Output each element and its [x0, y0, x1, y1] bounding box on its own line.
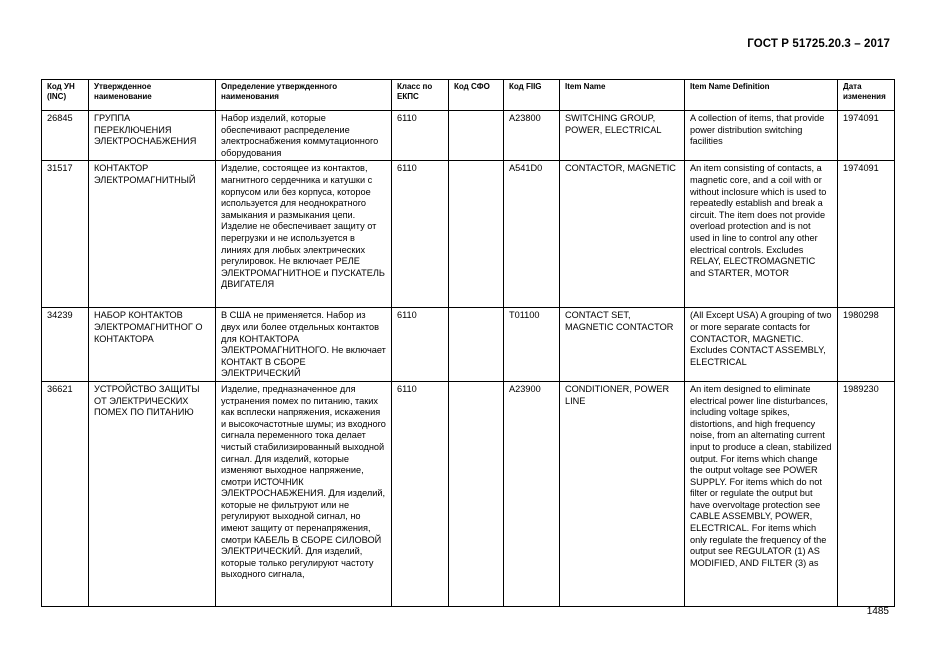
column-header-item-name: Item Name	[560, 80, 685, 111]
cell-name-ru: НАБОР КОНТАКТОВ ЭЛЕКТРОМАГНИТНОГ О КОНТАКТОРА	[89, 308, 216, 382]
cell-item-name: CONTACT SET, MAGNETIC CONTACTOR	[560, 308, 685, 382]
column-header-sfo: Код СФО	[449, 80, 504, 111]
cell-name-ru: ГРУППА ПЕРЕКЛЮЧЕНИЯ ЭЛЕКТРОСНАБЖЕНИЯ	[89, 111, 216, 161]
column-header-item-name-definition: Item Name Definition	[685, 80, 838, 111]
cell-fiig: A23800	[504, 111, 560, 161]
column-header-definition-ru: Определение утвержденного наименования	[216, 80, 392, 111]
cell-sfo	[449, 111, 504, 161]
cell-inc: 36621	[42, 381, 89, 606]
cell-item-name-definition: An item consisting of contacts, a magnetic core, and a coil with or without inclosure which is used to repeatedly establish and break a circuit. The item does not provide overload protection and is not used in line to control any other electrical controls. Excludes RELAY, ELECTROMAGNETIC and STARTER, MOTOR	[685, 161, 838, 308]
cell-class: 6110	[392, 381, 449, 606]
cell-date: 1980298	[838, 308, 895, 382]
cell-date: 1974091	[838, 161, 895, 308]
cell-inc: 31517	[42, 161, 89, 308]
cell-item-name: CONDITIONER, POWER LINE	[560, 381, 685, 606]
cell-fiig: A541D0	[504, 161, 560, 308]
cell-definition-ru: В США не применяется. Набор из двух или более отдельных контактов для КОНТАКТОРА ЭЛЕКТРОМАГНИТНОГО. Не включает КОНТАКТ В СБОРЕ ЭЛЕКТРИЧЕСКИЙ	[216, 308, 392, 382]
table-row	[42, 308, 895, 382]
cell-name-ru: КОНТАКТОР ЭЛЕКТРОМАГНИТНЫЙ	[89, 161, 216, 308]
cell-definition-ru: Изделие, состоящее из контактов, магнитного сердечника и катушки с корпусом или без корпуса, которое используется для неоднократного замыкания и размыкания цепи. Изделие не обеспечивает защиту от перегрузки и не используется в линиях для любых электрических регулировок. Не включает РЕЛЕ ЭЛЕКТРОМАГНИТНОЕ и ПУСКАТЕЛЬ ДВИГАТЕЛЯ	[216, 161, 392, 308]
page-number: 1485	[866, 606, 889, 617]
column-header-name-ru: Утвержденное наименование	[89, 80, 216, 111]
table-row	[42, 381, 895, 606]
cell-name-ru: УСТРОЙСТВО ЗАЩИТЫ ОТ ЭЛЕКТРИЧЕСКИХ ПОМЕХ ПО ПИТАНИЮ	[89, 381, 216, 606]
cell-sfo	[449, 161, 504, 308]
cell-class: 6110	[392, 161, 449, 308]
cell-item-name: SWITCHING GROUP, POWER, ELECTRICAL	[560, 111, 685, 161]
cell-item-name-definition: An item designed to eliminate electrical power line disturbances, including voltage spikes, distortions, and high frequency noise, from an alternating current input to produce a clean, stabilized output. For items which change the output voltage see POWER SUPPLY. For items which do not filter or regulate the output but have overvoltage protection see CABLE ASSEMBLY, POWER, ELECTRICAL. For items which only regulate the frequency of the output see REGULATOR (1) AS MODIFIED, AND FILTER (3) as	[685, 381, 838, 606]
cell-date: 1974091	[838, 111, 895, 161]
cell-item-name-definition: A collection of items, that provide power distribution switching facilities	[685, 111, 838, 161]
item-names-table	[41, 79, 895, 607]
column-header-inc: Код УН (INC)	[42, 80, 89, 111]
cell-item-name: CONTACTOR, MAGNETIC	[560, 161, 685, 308]
cell-sfo	[449, 381, 504, 606]
table-row	[42, 111, 895, 161]
column-header-date: Дата изменения	[838, 80, 895, 111]
cell-inc: 34239	[42, 308, 89, 382]
cell-class: 6110	[392, 308, 449, 382]
document-standard-header: ГОСТ Р 51725.20.3 – 2017	[747, 38, 890, 50]
cell-inc: 26845	[42, 111, 89, 161]
column-header-fiig: Код FIIG	[504, 80, 560, 111]
cell-fiig: A23900	[504, 381, 560, 606]
cell-item-name-definition: (All Except USA) A grouping of two or more separate contacts for CONTACTOR, MAGNETIC. Excludes CONTACT ASSEMBLY, ELECTRICAL	[685, 308, 838, 382]
cell-fiig: T01100	[504, 308, 560, 382]
table-row	[42, 161, 895, 308]
table-header-row	[42, 80, 895, 111]
cell-class: 6110	[392, 111, 449, 161]
column-header-class: Класс по ЕКПС	[392, 80, 449, 111]
cell-definition-ru: Изделие, предназначенное для устранения помех по питанию, таких как всплески напряжения, искажения и высокочастотные шумы; из входного сигнала переменного тока делает чистый стабилизированный выходной сигнал. Для изделий, которые изменяют выходное напряжение, смотри ИСТОЧНИК ЭЛЕКТРОСНАБЖЕНИЯ. Для изделий, которые не фильтруют или не регулируют выходной сигнал, но имеют защиту от перенапряжения, смотри КАБЕЛЬ В СБОРЕ СИЛОВОЙ ЭЛЕКТРИЧЕСКИЙ. Для изделий, которые только регулируют частоту выходного сигнала,	[216, 381, 392, 606]
cell-definition-ru: Набор изделий, которые обеспечивают распределение электроснабжения коммутационного оборудования	[216, 111, 392, 161]
cell-sfo	[449, 308, 504, 382]
cell-date: 1989230	[838, 381, 895, 606]
